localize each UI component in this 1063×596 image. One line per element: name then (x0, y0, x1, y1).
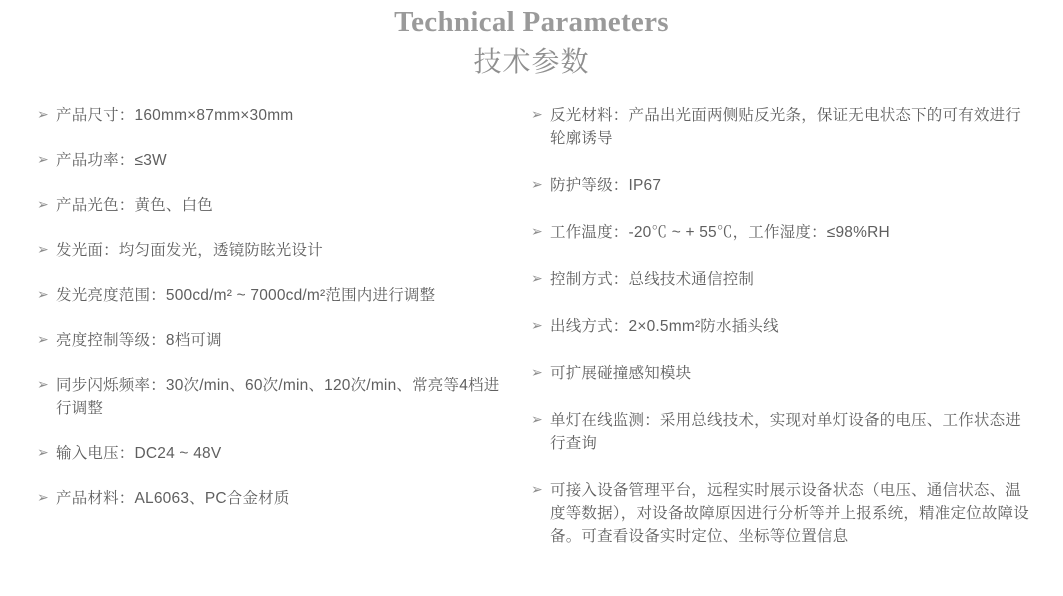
list-item (34, 442, 508, 465)
list-item (528, 362, 1034, 385)
arrow-bullet-icon: ➢ (531, 319, 543, 334)
arrow-bullet-icon: ➢ (531, 225, 543, 240)
arrow-bullet-icon: ➢ (37, 108, 49, 123)
list-item-label: 产品功率：≤3W (56, 152, 167, 169)
list-item (528, 174, 1034, 197)
arrow-bullet-icon: ➢ (37, 153, 49, 168)
list-item (528, 315, 1034, 338)
arrow-bullet-icon: ➢ (531, 413, 543, 428)
arrow-bullet-icon: ➢ (37, 378, 49, 393)
list-item (528, 268, 1034, 291)
list-item (34, 149, 508, 172)
list-item-label: 反光材料：产品出光面两侧贴反光条，保证无电状态下的可有效进行轮廓诱导 (550, 107, 1022, 147)
list-item-label: 亮度控制等级：8档可调 (56, 332, 222, 349)
list-item-label: 产品尺寸：160mm×87mm×30mm (56, 107, 294, 124)
arrow-bullet-icon: ➢ (531, 178, 543, 193)
list-item (528, 409, 1034, 455)
list-item-label: 出线方式：2×0.5mm²防水插头线 (550, 318, 779, 335)
arrow-bullet-icon: ➢ (531, 108, 543, 123)
list-item (34, 487, 508, 510)
list-item-label: 可接入设备管理平台，远程实时展示设备状态（电压、通信状态、温度等数据），对设备故障原因进行分析等并上报系统，精准定位故障设备。可查看设备实时定位、坐标等位置信息 (550, 482, 1029, 545)
list-item (528, 104, 1034, 150)
list-item-label: 产品材料：AL6063、PC合金材质 (56, 490, 290, 507)
parameter-column-left (34, 104, 518, 572)
arrow-bullet-icon: ➢ (37, 243, 49, 258)
list-item-label: 单灯在线监测：采用总线技术，实现对单灯设备的电压、工作状态进行查询 (550, 412, 1022, 452)
parameter-columns (0, 104, 1063, 572)
page-title-chinese: 技术参数 (473, 46, 590, 77)
page-header (0, 0, 1063, 82)
arrow-bullet-icon: ➢ (37, 491, 49, 506)
list-item-label: 发光面：均匀面发光，透镜防眩光设计 (56, 242, 323, 259)
list-item-label: 同步闪烁频率：30次/min、60次/min、120次/min、常亮等4档进行调整 (56, 377, 500, 417)
list-item (528, 221, 1034, 244)
list-item-label: 发光亮度范围：500cd/m² ~ 7000cd/m²范围内进行调整 (56, 287, 436, 304)
list-item-label: 产品光色：黄色、白色 (56, 197, 214, 214)
arrow-bullet-icon: ➢ (37, 288, 49, 303)
arrow-bullet-icon: ➢ (531, 272, 543, 287)
list-item-label: 可扩展碰撞感知模块 (550, 365, 692, 382)
list-item (34, 374, 508, 420)
list-item-label: 防护等级：IP67 (550, 177, 662, 194)
arrow-bullet-icon: ➢ (37, 333, 49, 348)
arrow-bullet-icon: ➢ (37, 446, 49, 461)
parameter-column-right (518, 104, 1034, 572)
arrow-bullet-icon: ➢ (37, 198, 49, 213)
list-item (34, 284, 508, 307)
list-item (528, 479, 1034, 548)
list-item (34, 329, 508, 352)
arrow-bullet-icon: ➢ (531, 483, 543, 498)
arrow-bullet-icon: ➢ (531, 366, 543, 381)
list-item (34, 239, 508, 262)
list-item-label: 输入电压：DC24 ~ 48V (56, 445, 222, 462)
list-item-label: 控制方式：总线技术通信控制 (550, 271, 755, 288)
list-item (34, 104, 508, 127)
page-title-english: Technical Parameters (394, 6, 669, 38)
list-item (34, 194, 508, 217)
list-item-label: 工作温度：-20℃ ~ + 55℃，工作湿度：≤98%RH (550, 224, 890, 241)
